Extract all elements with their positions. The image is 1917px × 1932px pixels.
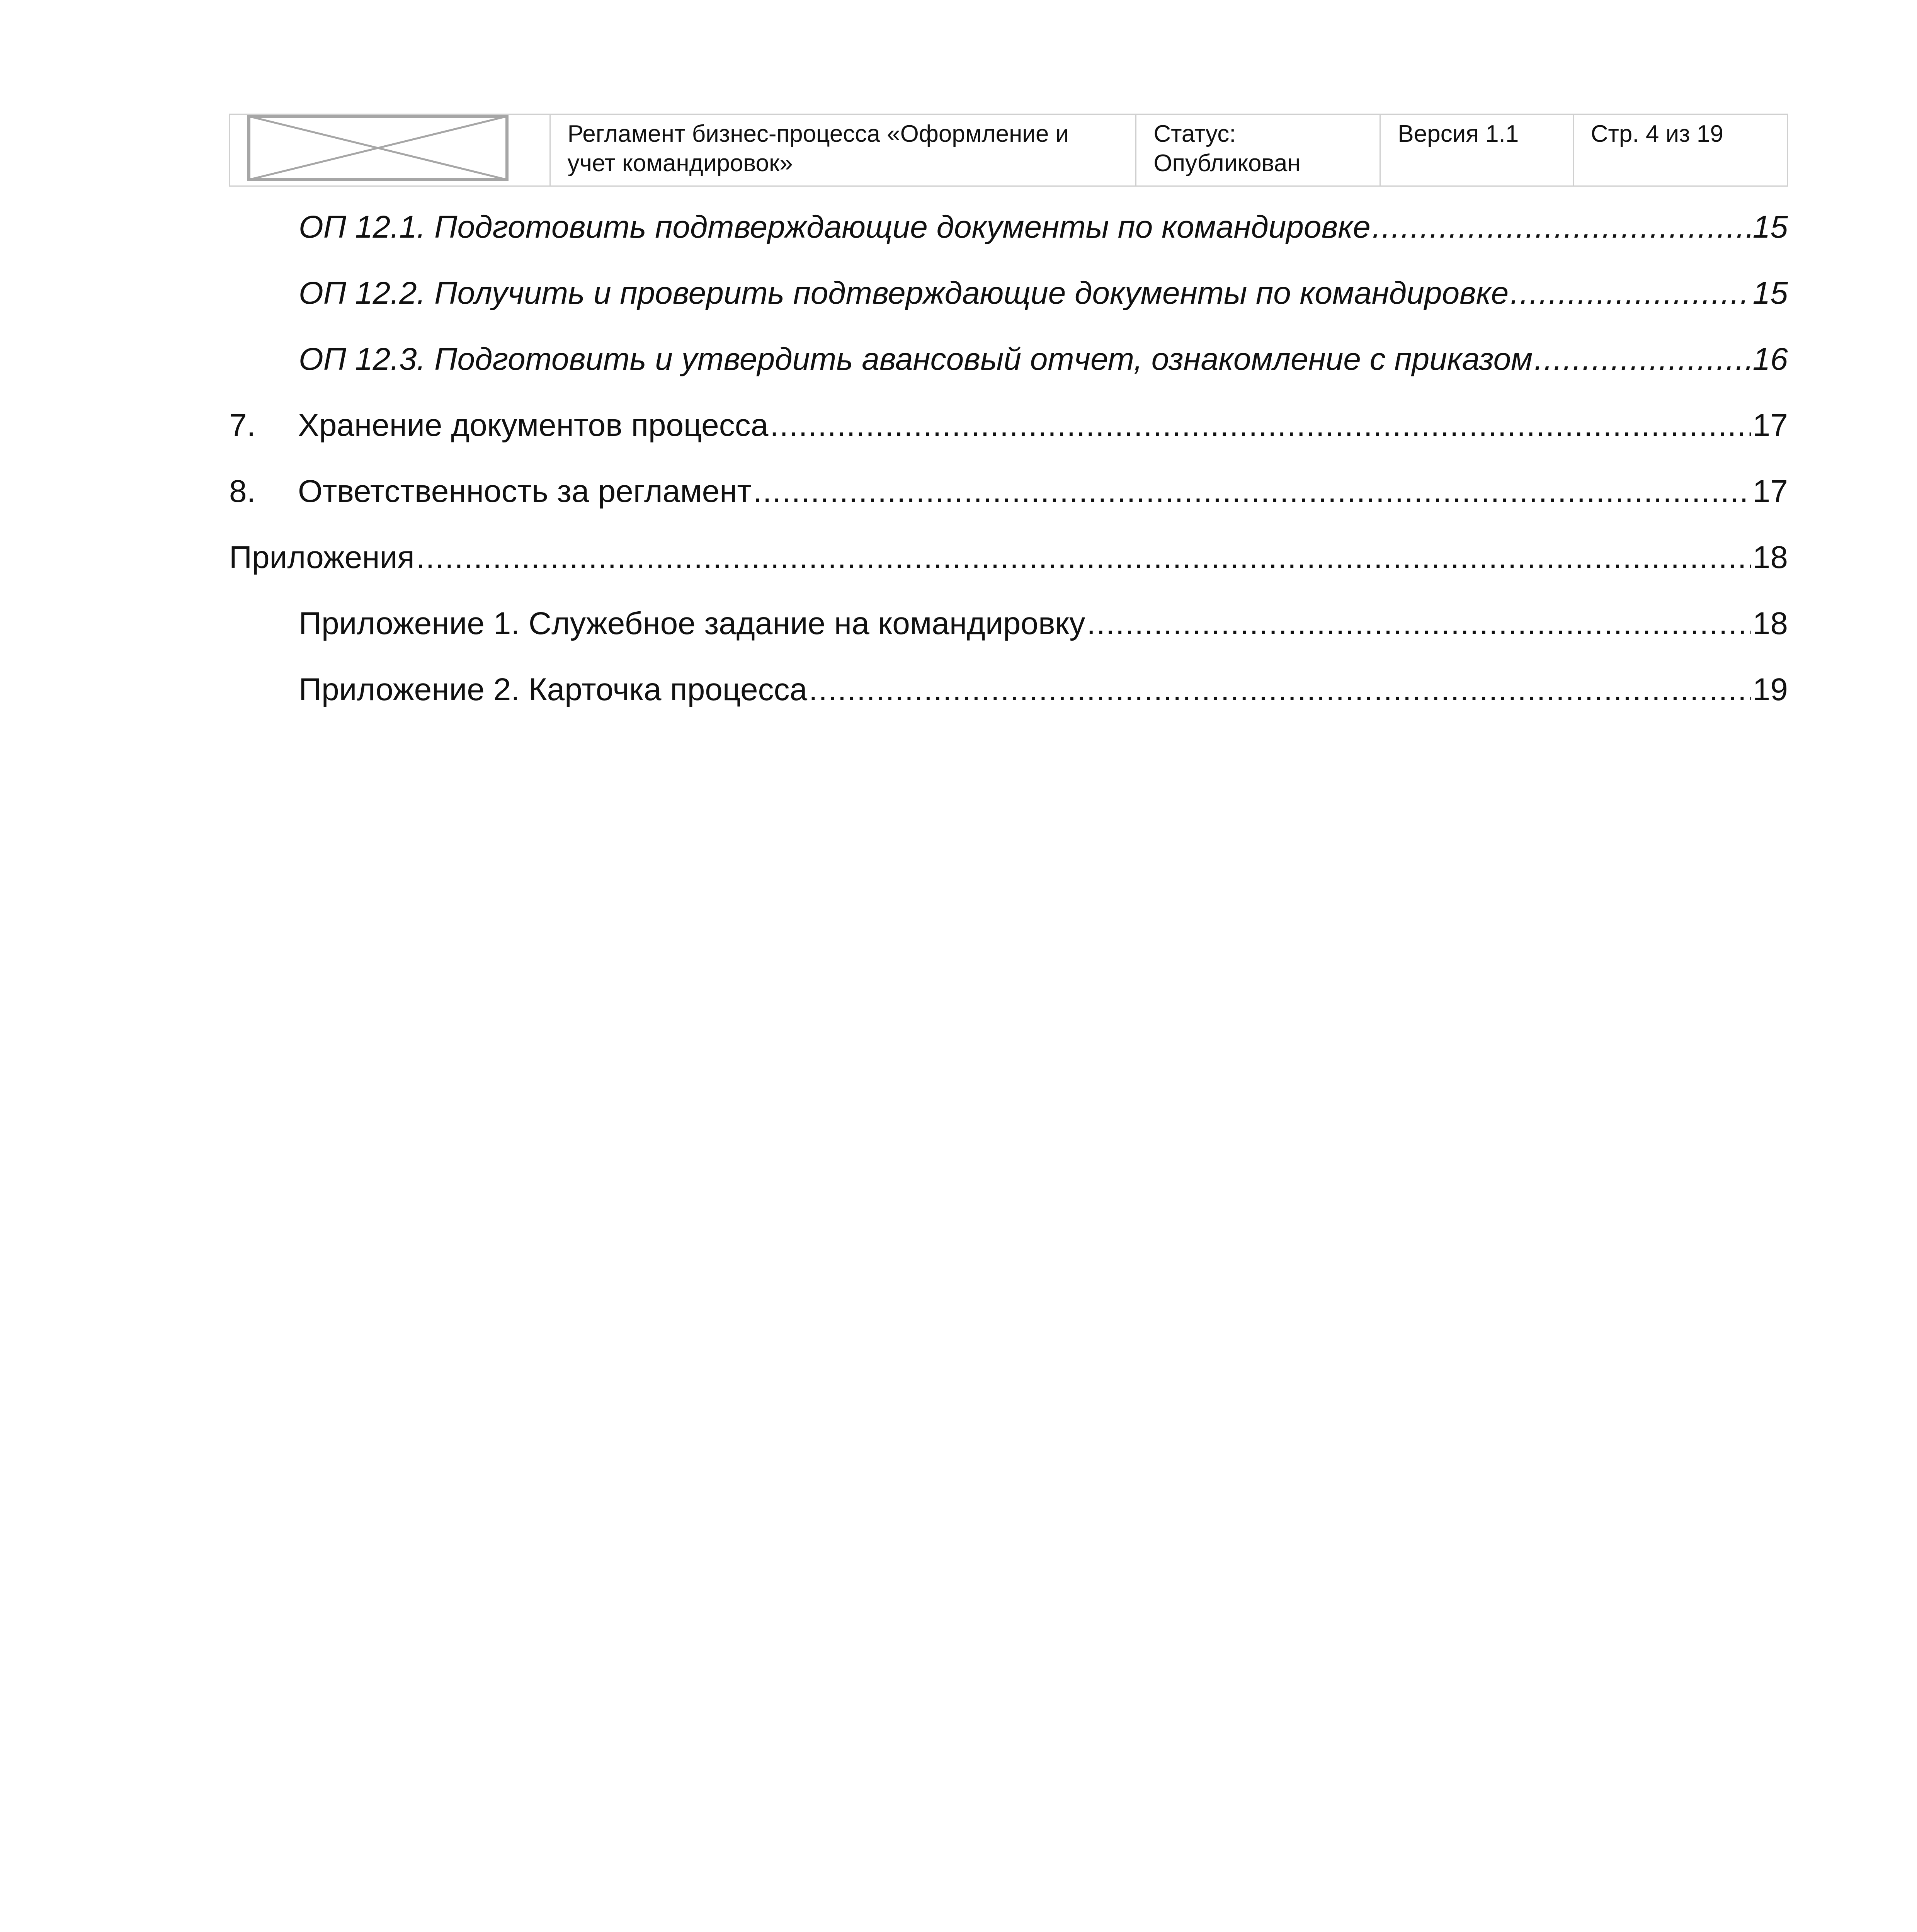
toc-item-page: 16 (1752, 342, 1788, 377)
toc-item-page: 15 (1752, 209, 1788, 245)
toc-item[interactable] (299, 274, 1788, 313)
toc-item[interactable] (299, 208, 1788, 247)
toc-item-number: 7. (229, 408, 256, 443)
toc-leader (1534, 340, 1751, 379)
toc-item[interactable] (299, 670, 1788, 709)
toc-item[interactable] (229, 406, 1788, 445)
toc-item[interactable] (299, 604, 1788, 643)
toc-item-text: Приложение 1. Служебное задание на командировку (299, 606, 1085, 641)
toc-item-text: ОП 12.2. Получить и проверить подтверждающие документы по командировке (299, 276, 1509, 311)
toc-item-text: Ответственность за регламент (298, 474, 752, 509)
toc-item-page: 18 (1752, 606, 1788, 641)
toc-leader (770, 406, 1751, 445)
toc-leader (809, 670, 1751, 709)
toc-item-text: Приложения (229, 540, 415, 575)
header-status (1136, 115, 1381, 185)
status-label: Статус: (1153, 121, 1236, 147)
status-value: Опубликован (1153, 150, 1301, 177)
toc-item-text: ОП 12.3. Подготовить и утвердить авансовый отчет, ознакомление с приказом (299, 342, 1533, 377)
toc-item-page: 17 (1752, 474, 1788, 509)
toc-item-text: Приложение 2. Карточка процесса (299, 672, 808, 707)
header-page-number: Стр. 4 из 19 (1590, 121, 1723, 147)
toc-leader (416, 538, 1751, 577)
toc-leader (1372, 208, 1751, 247)
toc-leader (753, 472, 1751, 511)
toc-item-text: Хранение документов процесса (298, 408, 769, 443)
toc-item[interactable] (229, 538, 1788, 577)
header-version: Версия 1.1 (1381, 115, 1573, 185)
header-title: Регламент бизнес-процесса «Оформление и учет командировок» (551, 115, 1137, 185)
toc-item-page: 19 (1752, 672, 1788, 707)
toc-item-text: ОП 12.1. Подготовить подтверждающие документы по командировке (299, 209, 1371, 245)
toc-item[interactable] (299, 340, 1788, 379)
toc-item-page: 17 (1752, 408, 1788, 443)
toc-item[interactable] (229, 472, 1788, 511)
logo-placeholder (230, 115, 551, 185)
toc-item-page: 15 (1752, 276, 1788, 311)
toc-item-number: 8. (229, 474, 256, 509)
toc-item-page: 18 (1752, 540, 1788, 575)
toc-leader (1510, 274, 1751, 313)
toc-leader (1087, 604, 1751, 643)
document-header (229, 114, 1788, 187)
image-placeholder-icon (247, 115, 509, 181)
